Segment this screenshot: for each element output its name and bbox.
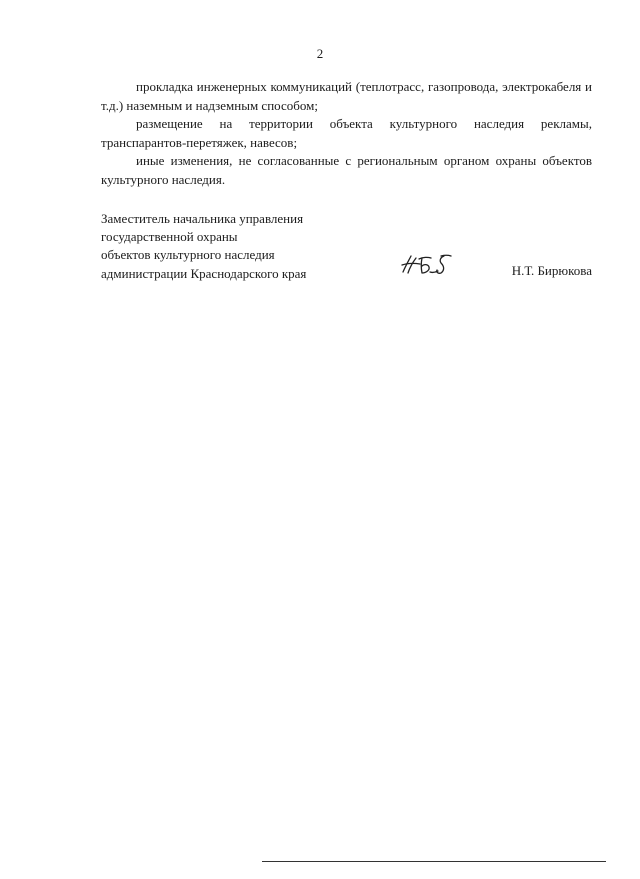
- position-line: объектов культурного наследия: [101, 247, 275, 263]
- position-line: администрации Краснодарского края: [101, 265, 307, 281]
- signatory-position: [101, 210, 306, 283]
- paragraph-advertising-placement: размещение на территории объекта культурного наследия рекламы, транспарантов-перетяжек, навесов;: [101, 116, 592, 150]
- paragraph-other-changes: иные изменения, не согласованные с региональным органом охраны объектов культурного наследия.: [101, 153, 592, 187]
- body-text: [101, 78, 592, 189]
- paragraph-engineering-communications: прокладка инженерных коммуникаций (теплотрасс, газопровода, электрокабеля и т.д.) наземным и надземным способом;: [101, 79, 592, 113]
- handwritten-signature-icon: [400, 252, 452, 278]
- footer-rule: [262, 861, 606, 862]
- signer-name: Н.Т. Бирюкова: [511, 263, 592, 278]
- position-line: государственной охраны: [101, 229, 238, 245]
- page-number: 2: [316, 46, 324, 61]
- position-line: Заместитель начальника управления: [101, 211, 304, 226]
